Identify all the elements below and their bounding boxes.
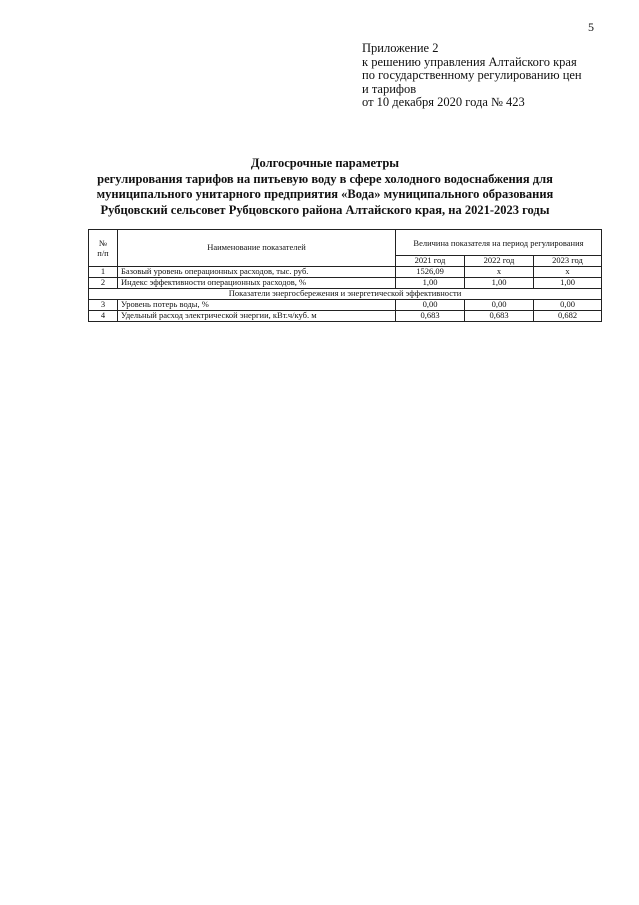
- row-number: 2: [89, 278, 118, 289]
- header-year-2021: 2021 год: [396, 256, 465, 267]
- appendix-block: [362, 42, 622, 110]
- appendix-line: по государственному регулированию цен: [362, 68, 582, 82]
- title-line: регулирования тарифов на питьевую воду в сфере холодного водоснабжения для: [97, 171, 553, 186]
- document-title: [70, 156, 580, 218]
- row-name: Уровень потерь воды, %: [118, 300, 396, 311]
- row-number: 1: [89, 267, 118, 278]
- row-number: 3: [89, 300, 118, 311]
- title-line: Рубцовский сельсовет Рубцовского района Алтайского края, на 2021-2023 годы: [100, 202, 550, 217]
- row-value: 0,00: [396, 300, 465, 311]
- section-title: Показатели энергосбережения и энергетической эффективности: [89, 289, 602, 300]
- row-value: 1,00: [465, 278, 534, 289]
- table-row: [89, 267, 602, 278]
- row-value: 0,00: [534, 300, 602, 311]
- row-value: х: [465, 267, 534, 278]
- title-line: Долгосрочные параметры: [250, 156, 400, 170]
- row-value: х: [534, 267, 602, 278]
- table-row: [89, 300, 602, 311]
- table-row: [89, 278, 602, 289]
- row-name: Базовый уровень операционных расходов, тыс. руб.: [118, 267, 396, 278]
- row-value: 0,682: [534, 311, 602, 322]
- header-number-line1: №: [98, 238, 108, 248]
- header-year-2023: 2023 год: [534, 256, 602, 267]
- table-row: [89, 311, 602, 322]
- row-name: Удельный расход электрической энергии, кВт.ч/куб. м: [118, 311, 396, 322]
- header-year-2022: 2022 год: [465, 256, 534, 267]
- header-number: [89, 230, 118, 267]
- title-line: муниципального унитарного предприятия «Вода» муниципального образования: [96, 187, 554, 201]
- parameters-table: [88, 229, 602, 322]
- row-name: Индекс эффективности операционных расходов, %: [118, 278, 396, 289]
- row-value: 1526,09: [396, 267, 465, 278]
- row-value: 0,683: [396, 311, 465, 322]
- row-number: 4: [89, 311, 118, 322]
- header-number-line2: п/п: [97, 248, 109, 258]
- appendix-line: и тарифов: [362, 81, 417, 96]
- section-row: [89, 289, 602, 300]
- header-name: Наименование показателей: [118, 230, 396, 267]
- row-value: 0,00: [465, 300, 534, 311]
- row-value: 1,00: [396, 278, 465, 289]
- appendix-line: к решению управления Алтайского края: [362, 54, 577, 69]
- header-value-group: Величина показателя на период регулирования: [396, 230, 602, 256]
- page-number: 5: [588, 20, 594, 34]
- row-value: 0,683: [465, 311, 534, 322]
- appendix-line: Приложение 2: [362, 41, 439, 55]
- appendix-line: от 10 декабря 2020 года № 423: [362, 95, 525, 109]
- row-value: 1,00: [534, 278, 602, 289]
